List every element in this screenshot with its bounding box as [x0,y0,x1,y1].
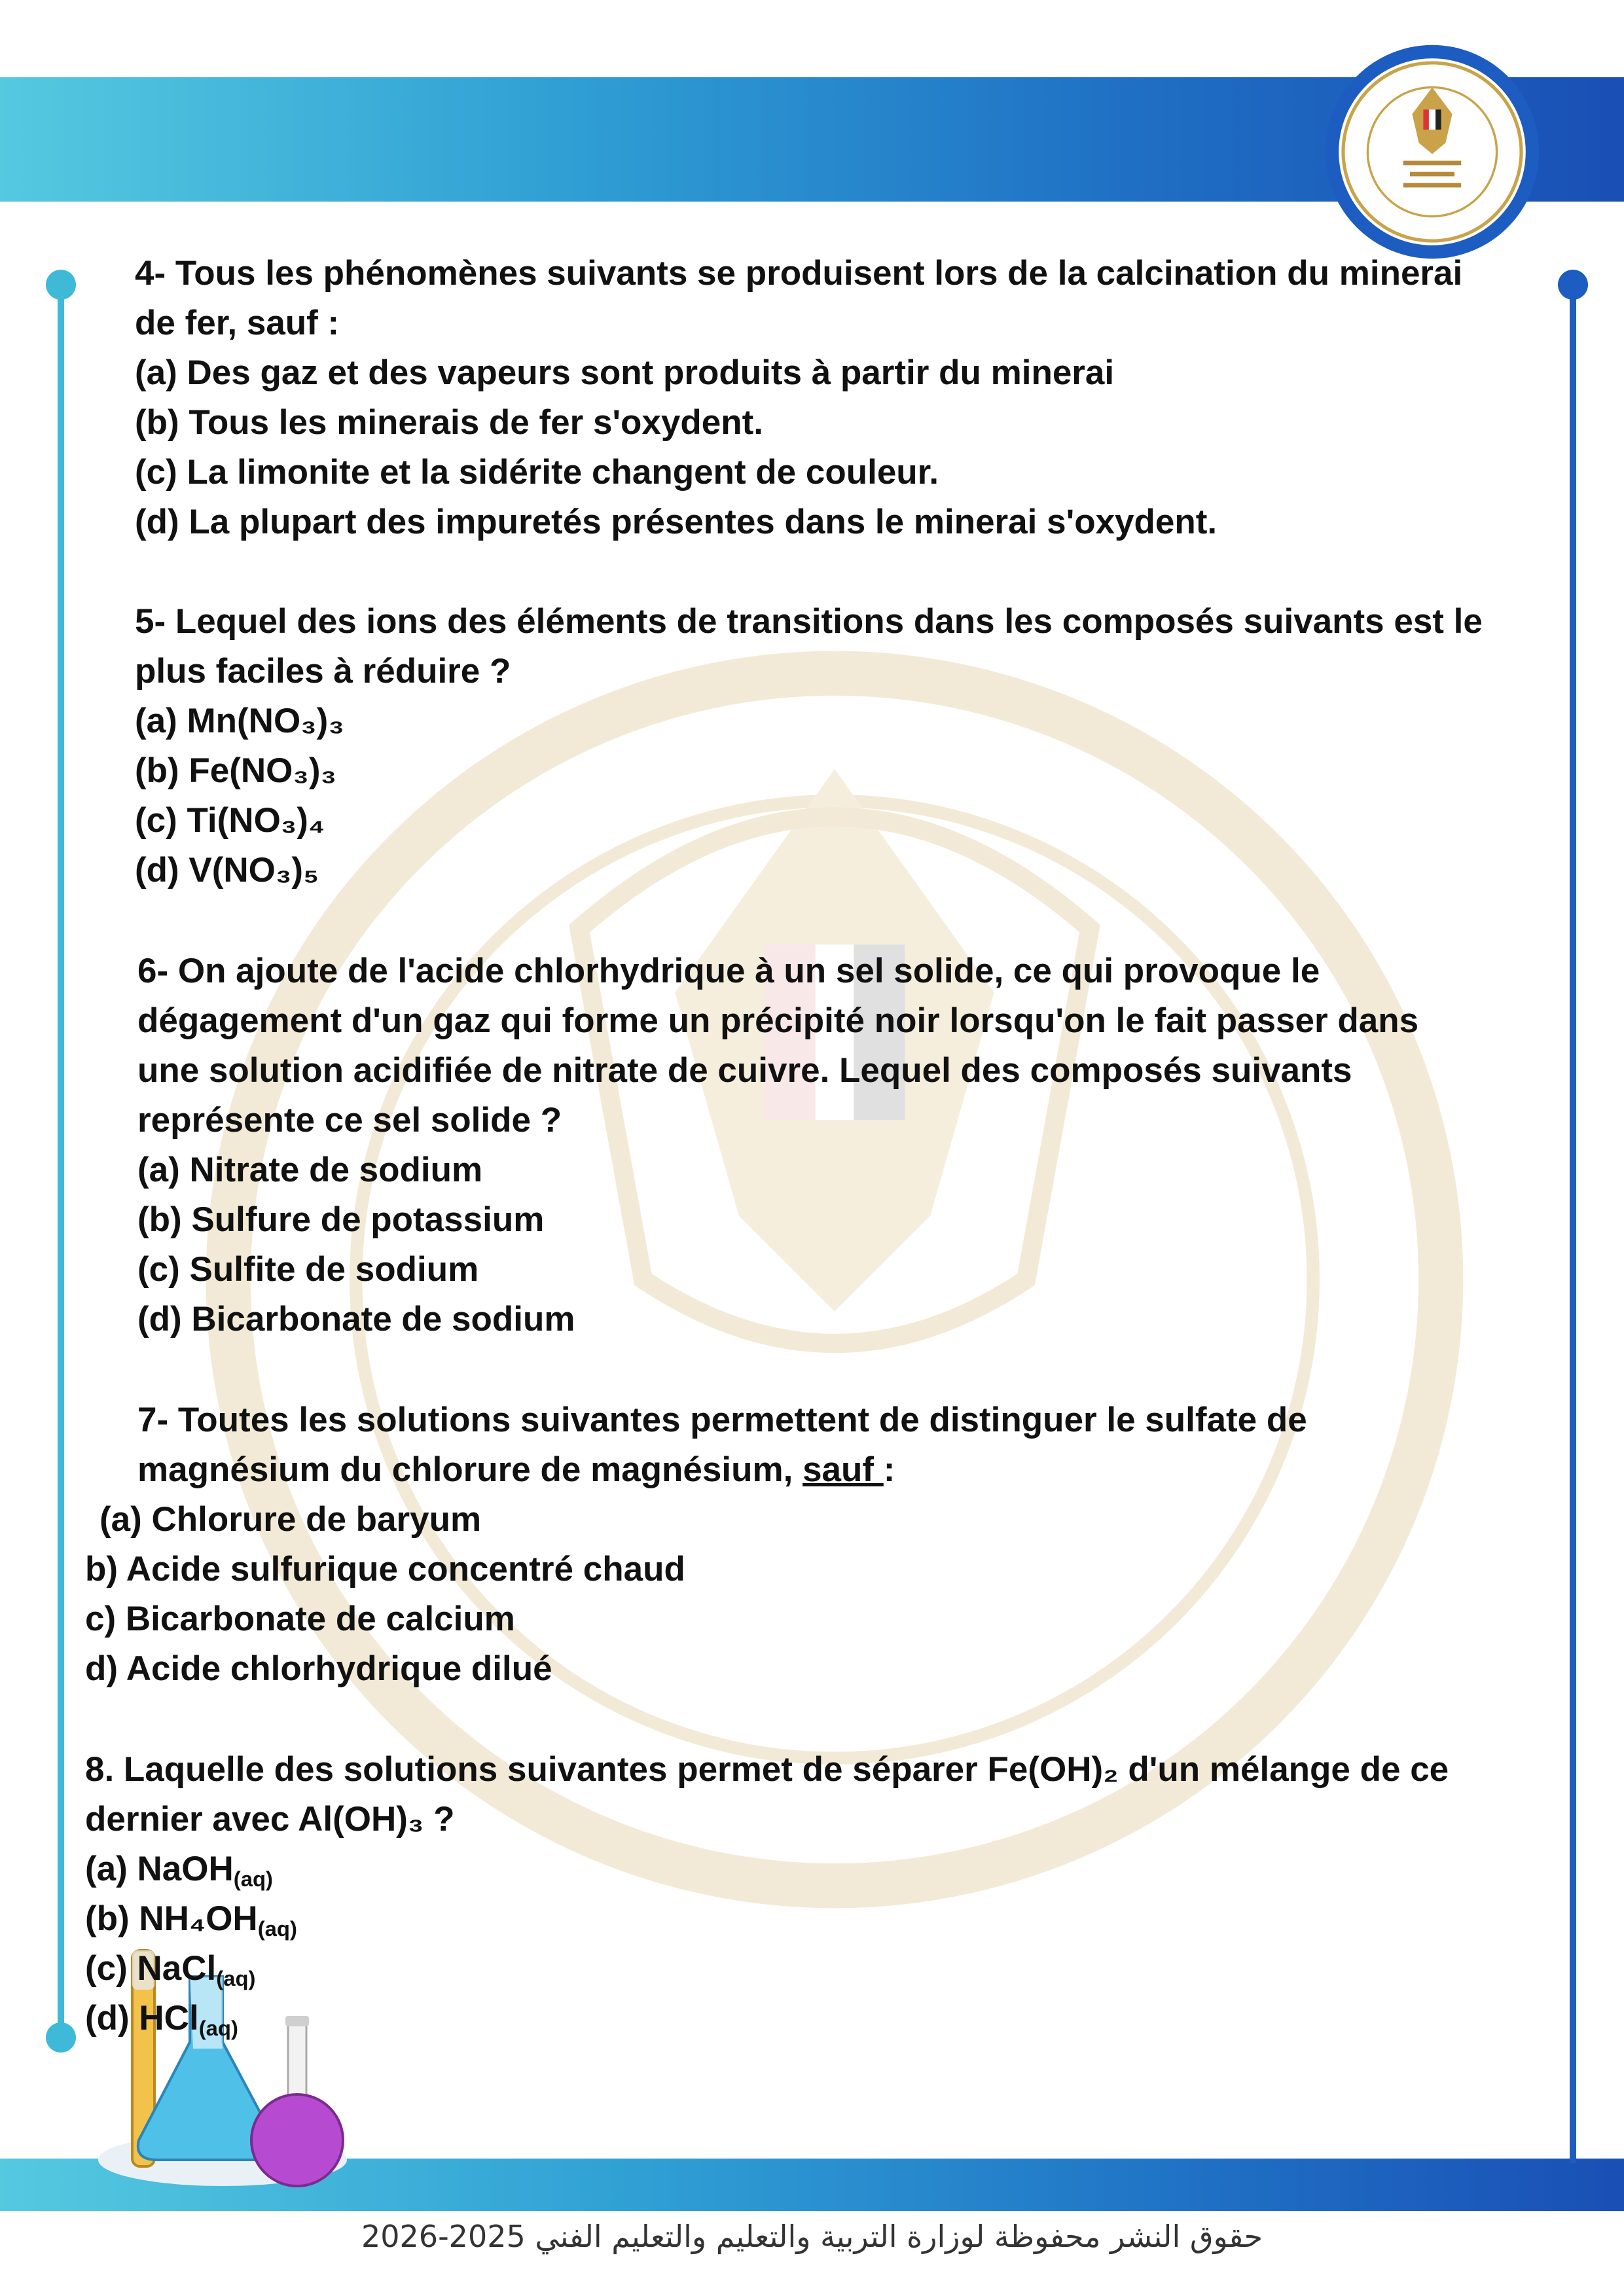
question-7-stem-line1: 7- Toutes les solutions suivantes permettent de distinguer le sulfate de [137,1401,1307,1439]
question-6-option-a: (a) Nitrate de sodium [137,1151,483,1189]
question-8 [85,1745,1449,2043]
question-4-option-c: (c) La limonite et la sidérite changent de couleur. [135,453,939,492]
question-6-option-d: (d) Bicarbonate de sodium [137,1300,575,1338]
question-7-stem [137,1395,1307,1495]
ministry-logo [1321,41,1543,263]
question-5-stem-line1: 5- Lequel des ions des éléments de transitions dans les composés suivants est le [135,602,1483,641]
question-8-option-b-state: (aq) [257,1916,297,1941]
question-7-stem-line2 [137,1445,1307,1495]
question-4-option-d: (d) La plupart des impuretés présentes dans le minerai s'oxydent. [135,503,1218,541]
question-5-option-c: (c) Ti(NO₃)₄ [135,801,325,840]
question-6-stem-line3: une solution acidifiée de nitrate de cuivre. Lequel des composés suivants [137,1051,1352,1090]
question-5-stem-line2: plus faciles à réduire ? [135,652,511,691]
question-8-option-b-label: (b) NH₄OH [85,1899,258,1938]
question-4-option-b: (b) Tous les minerais de fer s'oxydent. [135,403,763,442]
question-8-option-d-state: (aq) [198,2016,238,2041]
question-8-option-d [85,1994,1449,2043]
question-6-stem-line4: représente ce sel solide ? [137,1101,562,1139]
question-7-option-c: c) Bicarbonate de calcium [85,1600,515,1638]
question-7-option-d: d) Acide chlorhydrique dilué [85,1649,552,1688]
question-7-colon: : [883,1450,895,1489]
question-4 [135,249,1462,547]
question-6-stem-line1: 6- On ajoute de l'acide chlorhydrique à un sel solide, ce qui provoque le [137,952,1320,990]
question-5 [135,597,1483,895]
question-8-option-c [85,1944,1449,1994]
question-4-option-a: (a) Des gaz et des vapeurs sont produits à partir du minerai [135,353,1115,392]
question-8-stem-line1: 8. Laquelle des solutions suivantes permet de séparer Fe(OH)₂ d'un mélange de ce [85,1750,1449,1789]
question-4-stem-line2: de fer, sauf : [135,304,340,342]
question-8-option-a-label: (a) NaOH [85,1850,234,1888]
question-6-option-c: (c) Sulfite de sodium [137,1250,479,1289]
question-5-option-a: (a) Mn(NO₃)₃ [135,702,344,740]
question-6 [137,946,1418,1344]
question-4-stem-line1: 4- Tous les phénomènes suivants se produisent lors de la calcination du minerai [135,254,1463,293]
question-8-option-c-label: (c) NaCl [85,1949,217,1988]
question-5-option-b: (b) Fe(NO₃)₃ [135,751,337,790]
question-8-option-a [85,1844,1449,1894]
left-rail [58,285,64,2039]
question-8-option-d-label: (d) HCl [85,1999,199,2037]
question-7-option-a: (a) Chlorure de baryum [99,1500,482,1539]
question-7-options [85,1545,685,1694]
question-6-option-b: (b) Sulfure de potassium [137,1200,545,1239]
question-7-stem-line2-text: magnésium du chlorure de magnésium, [137,1450,803,1489]
question-8-option-c-state: (aq) [216,1966,256,1991]
question-5-option-d: (d) V(NO₃)₅ [135,851,319,889]
question-8-stem-line2: dernier avec Al(OH)₃ ? [85,1800,455,1839]
question-8-option-a-state: (aq) [233,1867,273,1892]
question-6-stem-line2: dégagement d'un gaz qui forme un précipité noir lorsqu'on le fait passer dans [137,1001,1419,1040]
right-rail [1570,285,1576,2163]
question-7-sauf: sauf [803,1450,884,1489]
right-rail-dot [1558,270,1588,300]
left-rail-dot-top [46,270,76,300]
copyright-footer: حقوق النشر محفوظة لوزارة التربية والتعليم والتعليم الفني 2025-2026 [361,2219,1263,2254]
left-rail-dot-bottom [46,2022,76,2053]
question-7-option-a-wrap [99,1495,481,1545]
question-8-option-b [85,1894,1449,1944]
question-7-option-b: b) Acide sulfurique concentré chaud [85,1550,685,1588]
